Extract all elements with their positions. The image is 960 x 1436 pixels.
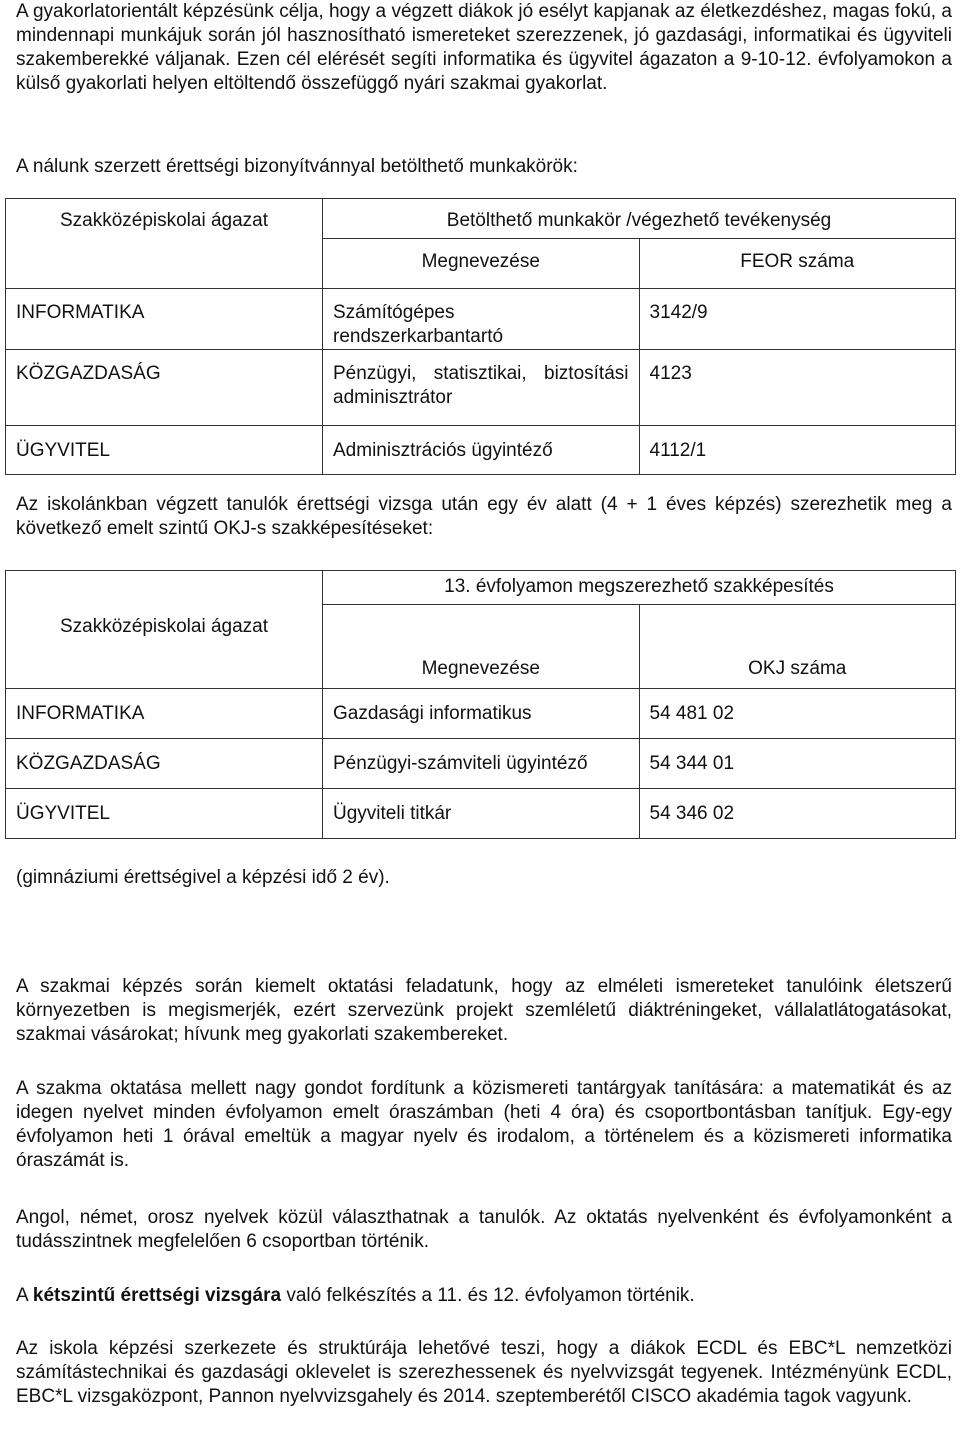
feor-code-cell: 3142/9 (639, 289, 956, 350)
branch-cell: INFORMATIKA (6, 289, 323, 350)
jobs-table (5, 198, 956, 475)
jobs-table-name-header: Megnevezése (323, 239, 640, 289)
table-row (6, 289, 956, 350)
table-row (6, 789, 956, 839)
job-name-cell: Adminisztrációs ügyintéző (323, 426, 640, 475)
certificates-paragraph: Az iskola képzési szerkezete és struktúrája lehetővé teszi, hogy a diákok ECDL és EBC*L nemzetközi számítástechnikai és gazdasági oklevelet is szerezhessenek és nyelvvizsgát tegyenek. Intézményünk ECDL, EBC*L vizsgaközpont, Pannon nyelvvizsgahely és 2014. szeptemberétől CISCO akadémia tagok vagyunk. (16, 1338, 952, 1407)
okj-code-cell: 54 346 02 (639, 789, 956, 839)
practical-paragraph: A szakmai képzés során kiemelt oktatási feladatunk, hogy az elméleti ismereteket tanulóink életszerű környezetben is megismerjék, ezért szervezünk projekt szemléletű diáktréningeket, vállalatlátogatásokat, szakmai vásárokat; hívunk meg gyakorlati szakembereket. (16, 976, 952, 1045)
qualification-name-cell: Ügyviteli titkár (323, 789, 640, 839)
table-row (6, 350, 956, 426)
exam-paragraph (16, 1284, 952, 1308)
gymnasium-note: (gimnáziumi érettségivel a képzési idő 2 év). (16, 867, 390, 888)
branch-cell: KÖZGAZDASÁG (6, 739, 323, 789)
qualifications-table (5, 570, 956, 839)
jobs-heading: A nálunk szerzett érettségi bizonyítvánnyal betölthető munkakörök: (16, 156, 578, 177)
branch-cell: ÜGYVITEL (6, 789, 323, 839)
feor-code-cell: 4123 (639, 350, 956, 426)
branch-cell: KÖZGAZDASÁG (6, 350, 323, 426)
qualification-name-cell: Gazdasági informatikus (323, 689, 640, 739)
general-subjects-paragraph: A szakma oktatása mellett nagy gondot fordítunk a közismereti tantárgyak tanítására: a matematikát és az idegen nyelvet minden évfolyamon emelt óraszámban (heti 4 óra) és csoportbontásban tanítjuk. Egy-egy évfolyamon heti 1 órával emeltük a magyar nyelv és irodalom, a történelem és a közismereti informatika óraszámát is. (16, 1078, 952, 1171)
jobs-table-branch-header: Szakközépiskolai ágazat (6, 199, 323, 289)
feor-code-cell: 4112/1 (639, 426, 956, 475)
qual-table-group-header: 13. évfolyamon megszerezhető szakképesítés (323, 571, 956, 605)
job-name-cell: Pénzügyi, statisztikai, biztosítási adminisztrátor (323, 350, 640, 426)
branch-cell: INFORMATIKA (6, 689, 323, 739)
jobs-table-code-header: FEOR száma (639, 239, 956, 289)
okj-code-cell: 54 481 02 (639, 689, 956, 739)
intro-paragraph: A gyakorlatorientált képzésünk célja, hogy a végzett diákok jó esélyt kapjanak az életkezdéshez, magas fokú, a mindennapi munkájuk során jól hasznosítható ismereteket szerezzenek, jó gazdasági, informatikai és ügyviteli szakemberekké váljanak. Ezen cél elérését segíti informatika és ügyvitel ágazaton a 9-10-12. évfolyamokon a külső gyakorlati helyen eltöltendő összefüggő nyári szakmai gyakorlat. (16, 1, 952, 94)
exam-highlight: kétszintű érettségi vizsgára (32, 1285, 282, 1306)
qual-table-branch-header: Szakközépiskolai ágazat (6, 571, 323, 689)
qual-table-name-header: Megnevezése (323, 605, 640, 689)
jobs-table-group-header: Betölthető munkakör /végezhető tevékenység (323, 199, 956, 239)
qual-table-code-header: OKJ száma (639, 605, 956, 689)
branch-cell: ÜGYVITEL (6, 426, 323, 475)
exam-prefix: A (16, 1285, 33, 1306)
table-row (6, 426, 956, 475)
languages-paragraph: Angol, német, orosz nyelvek közül választhatnak a tanulók. Az oktatás nyelvenként és évfolyamonként a tudásszintnek megfelelően 6 csoportban történik. (16, 1207, 952, 1252)
exam-suffix: való felkészítés a 11. és 12. évfolyamon történik. (281, 1285, 695, 1306)
qualification-name-cell: Pénzügyi-számviteli ügyintéző (323, 739, 640, 789)
okj-paragraph: Az iskolánkban végzett tanulók érettségi vizsga után egy év alatt (4 + 1 éves képzés) szerezhetik meg a következő emelt szintű OKJ-s szakképesítéseket: (16, 494, 952, 539)
table-row (6, 739, 956, 789)
okj-code-cell: 54 344 01 (639, 739, 956, 789)
job-name-cell: Számítógépes rendszerkarbantartó (323, 289, 640, 350)
table-row (6, 689, 956, 739)
